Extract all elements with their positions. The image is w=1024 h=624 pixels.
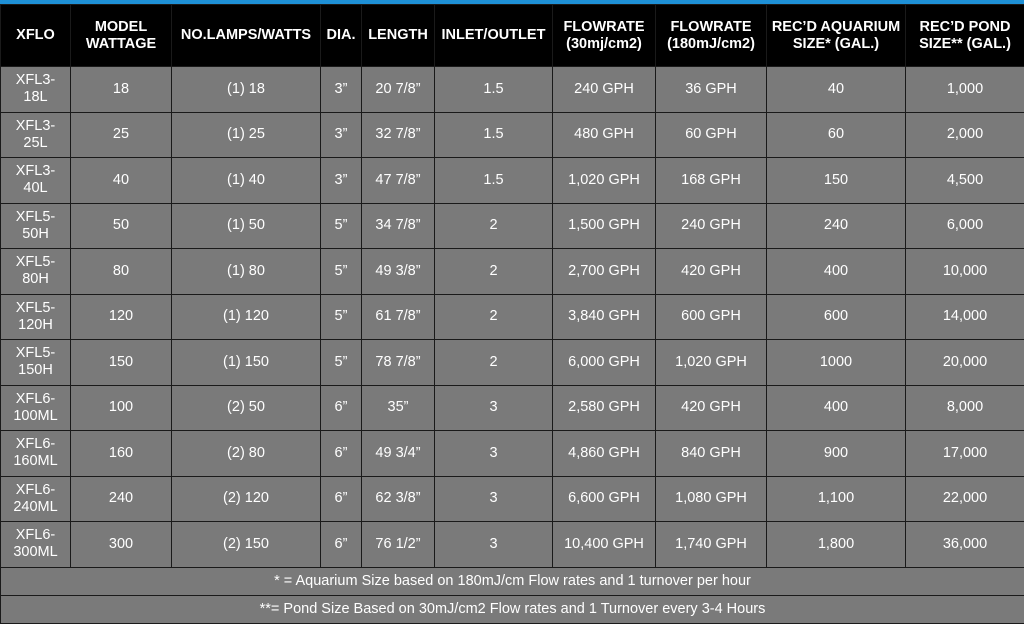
cell-flowrate-30: 10,400 GPH: [553, 522, 656, 568]
table-row: [1, 158, 1024, 204]
cell-diameter: 6”: [321, 476, 362, 522]
cell-lamps: (1) 50: [172, 203, 321, 249]
cell-pond-size: 36,000: [906, 522, 1024, 568]
cell-aquarium-size: 1000: [767, 340, 906, 386]
cell-model: XFL3-40L: [1, 158, 71, 204]
cell-flowrate-30: 2,700 GPH: [553, 249, 656, 295]
cell-lamps: (1) 150: [172, 340, 321, 386]
header-model-wattage: MODEL WATTAGE: [71, 5, 172, 67]
cell-pond-size: 1,000: [906, 67, 1024, 113]
header-xflo: XFLO: [1, 5, 71, 67]
cell-wattage: 80: [71, 249, 172, 295]
cell-model: XFL6-240ML: [1, 476, 71, 522]
cell-wattage: 240: [71, 476, 172, 522]
cell-model: XFL6-160ML: [1, 431, 71, 477]
table-row: [1, 340, 1024, 386]
cell-flowrate-30: 1,020 GPH: [553, 158, 656, 204]
header-inlet-outlet: INLET/OUTLET: [435, 5, 553, 67]
cell-lamps: (2) 120: [172, 476, 321, 522]
table-row: [1, 203, 1024, 249]
cell-lamps: (1) 18: [172, 67, 321, 113]
cell-wattage: 160: [71, 431, 172, 477]
cell-length: 32 7/8”: [362, 112, 435, 158]
cell-flowrate-30: 480 GPH: [553, 112, 656, 158]
cell-lamps: (1) 80: [172, 249, 321, 295]
header-length: LENGTH: [362, 5, 435, 67]
cell-lamps: (1) 120: [172, 294, 321, 340]
cell-lamps: (2) 50: [172, 385, 321, 431]
cell-flowrate-180: 36 GPH: [656, 67, 767, 113]
cell-pond-size: 20,000: [906, 340, 1024, 386]
cell-inlet-outlet: 3: [435, 522, 553, 568]
cell-flowrate-180: 240 GPH: [656, 203, 767, 249]
cell-wattage: 25: [71, 112, 172, 158]
cell-diameter: 3”: [321, 67, 362, 113]
cell-wattage: 100: [71, 385, 172, 431]
cell-aquarium-size: 900: [767, 431, 906, 477]
cell-flowrate-180: 1,020 GPH: [656, 340, 767, 386]
cell-length: 76 1/2”: [362, 522, 435, 568]
cell-inlet-outlet: 2: [435, 203, 553, 249]
cell-wattage: 120: [71, 294, 172, 340]
footnote-row: [1, 595, 1024, 623]
cell-diameter: 5”: [321, 294, 362, 340]
cell-wattage: 18: [71, 67, 172, 113]
table-row: [1, 112, 1024, 158]
cell-wattage: 300: [71, 522, 172, 568]
cell-diameter: 5”: [321, 340, 362, 386]
cell-length: 78 7/8”: [362, 340, 435, 386]
cell-aquarium-size: 40: [767, 67, 906, 113]
cell-flowrate-180: 420 GPH: [656, 385, 767, 431]
cell-pond-size: 6,000: [906, 203, 1024, 249]
cell-flowrate-180: 420 GPH: [656, 249, 767, 295]
cell-aquarium-size: 60: [767, 112, 906, 158]
cell-inlet-outlet: 2: [435, 340, 553, 386]
cell-flowrate-30: 240 GPH: [553, 67, 656, 113]
cell-length: 49 3/8”: [362, 249, 435, 295]
cell-model: XFL5-150H: [1, 340, 71, 386]
cell-inlet-outlet: 1.5: [435, 67, 553, 113]
cell-flowrate-30: 4,860 GPH: [553, 431, 656, 477]
cell-lamps: (2) 80: [172, 431, 321, 477]
cell-wattage: 50: [71, 203, 172, 249]
table-row: [1, 476, 1024, 522]
cell-flowrate-180: 168 GPH: [656, 158, 767, 204]
cell-flowrate-180: 1,080 GPH: [656, 476, 767, 522]
cell-length: 20 7/8”: [362, 67, 435, 113]
cell-inlet-outlet: 3: [435, 431, 553, 477]
cell-diameter: 3”: [321, 158, 362, 204]
cell-aquarium-size: 150: [767, 158, 906, 204]
table-row: [1, 385, 1024, 431]
cell-pond-size: 14,000: [906, 294, 1024, 340]
cell-model: XFL5-120H: [1, 294, 71, 340]
cell-diameter: 3”: [321, 112, 362, 158]
specifications-table: [0, 4, 1024, 624]
table-row: [1, 249, 1024, 295]
header-diameter: DIA.: [321, 5, 362, 67]
cell-diameter: 6”: [321, 522, 362, 568]
footnote-pond: **= Pond Size Based on 30mJ/cm2 Flow rates and 1 Turnover every 3-4 Hours: [1, 595, 1024, 623]
cell-inlet-outlet: 1.5: [435, 112, 553, 158]
cell-model: XFL6-300ML: [1, 522, 71, 568]
cell-pond-size: 8,000: [906, 385, 1024, 431]
cell-inlet-outlet: 3: [435, 385, 553, 431]
cell-wattage: 150: [71, 340, 172, 386]
header-lamps-watts: NO.LAMPS/WATTS: [172, 5, 321, 67]
cell-model: XFL5-80H: [1, 249, 71, 295]
header-aquarium-size: REC’D AQUARIUM SIZE* (GAL.): [767, 5, 906, 67]
cell-aquarium-size: 600: [767, 294, 906, 340]
cell-flowrate-30: 6,000 GPH: [553, 340, 656, 386]
cell-diameter: 5”: [321, 249, 362, 295]
table-row: [1, 522, 1024, 568]
cell-aquarium-size: 400: [767, 249, 906, 295]
cell-inlet-outlet: 1.5: [435, 158, 553, 204]
cell-flowrate-30: 2,580 GPH: [553, 385, 656, 431]
cell-diameter: 6”: [321, 431, 362, 477]
cell-lamps: (1) 40: [172, 158, 321, 204]
header-flowrate-180: FLOWRATE (180mJ/cm2): [656, 5, 767, 67]
cell-aquarium-size: 240: [767, 203, 906, 249]
cell-flowrate-180: 60 GPH: [656, 112, 767, 158]
cell-lamps: (2) 150: [172, 522, 321, 568]
cell-model: XFL5-50H: [1, 203, 71, 249]
cell-model: XFL6-100ML: [1, 385, 71, 431]
cell-flowrate-180: 840 GPH: [656, 431, 767, 477]
cell-inlet-outlet: 2: [435, 294, 553, 340]
header-pond-size: REC’D POND SIZE** (GAL.): [906, 5, 1024, 67]
cell-aquarium-size: 1,100: [767, 476, 906, 522]
cell-length: 34 7/8”: [362, 203, 435, 249]
cell-inlet-outlet: 2: [435, 249, 553, 295]
table-row: [1, 431, 1024, 477]
cell-flowrate-30: 1,500 GPH: [553, 203, 656, 249]
cell-pond-size: 10,000: [906, 249, 1024, 295]
cell-aquarium-size: 1,800: [767, 522, 906, 568]
cell-wattage: 40: [71, 158, 172, 204]
cell-length: 61 7/8”: [362, 294, 435, 340]
cell-lamps: (1) 25: [172, 112, 321, 158]
cell-aquarium-size: 400: [767, 385, 906, 431]
cell-flowrate-180: 1,740 GPH: [656, 522, 767, 568]
footnote-row: [1, 567, 1024, 595]
cell-flowrate-30: 6,600 GPH: [553, 476, 656, 522]
cell-flowrate-180: 600 GPH: [656, 294, 767, 340]
cell-inlet-outlet: 3: [435, 476, 553, 522]
cell-length: 62 3/8”: [362, 476, 435, 522]
cell-model: XFL3-18L: [1, 67, 71, 113]
header-flowrate-30: FLOWRATE (30mj/cm2): [553, 5, 656, 67]
table-header-row: [1, 5, 1024, 67]
table-row: [1, 294, 1024, 340]
cell-flowrate-30: 3,840 GPH: [553, 294, 656, 340]
table-row: [1, 67, 1024, 113]
footnote-aquarium: * = Aquarium Size based on 180mJ/cm Flow rates and 1 turnover per hour: [1, 567, 1024, 595]
cell-pond-size: 22,000: [906, 476, 1024, 522]
cell-pond-size: 2,000: [906, 112, 1024, 158]
cell-diameter: 6”: [321, 385, 362, 431]
cell-length: 49 3/4”: [362, 431, 435, 477]
cell-length: 47 7/8”: [362, 158, 435, 204]
cell-pond-size: 17,000: [906, 431, 1024, 477]
cell-diameter: 5”: [321, 203, 362, 249]
cell-length: 35”: [362, 385, 435, 431]
cell-model: XFL3-25L: [1, 112, 71, 158]
cell-pond-size: 4,500: [906, 158, 1024, 204]
